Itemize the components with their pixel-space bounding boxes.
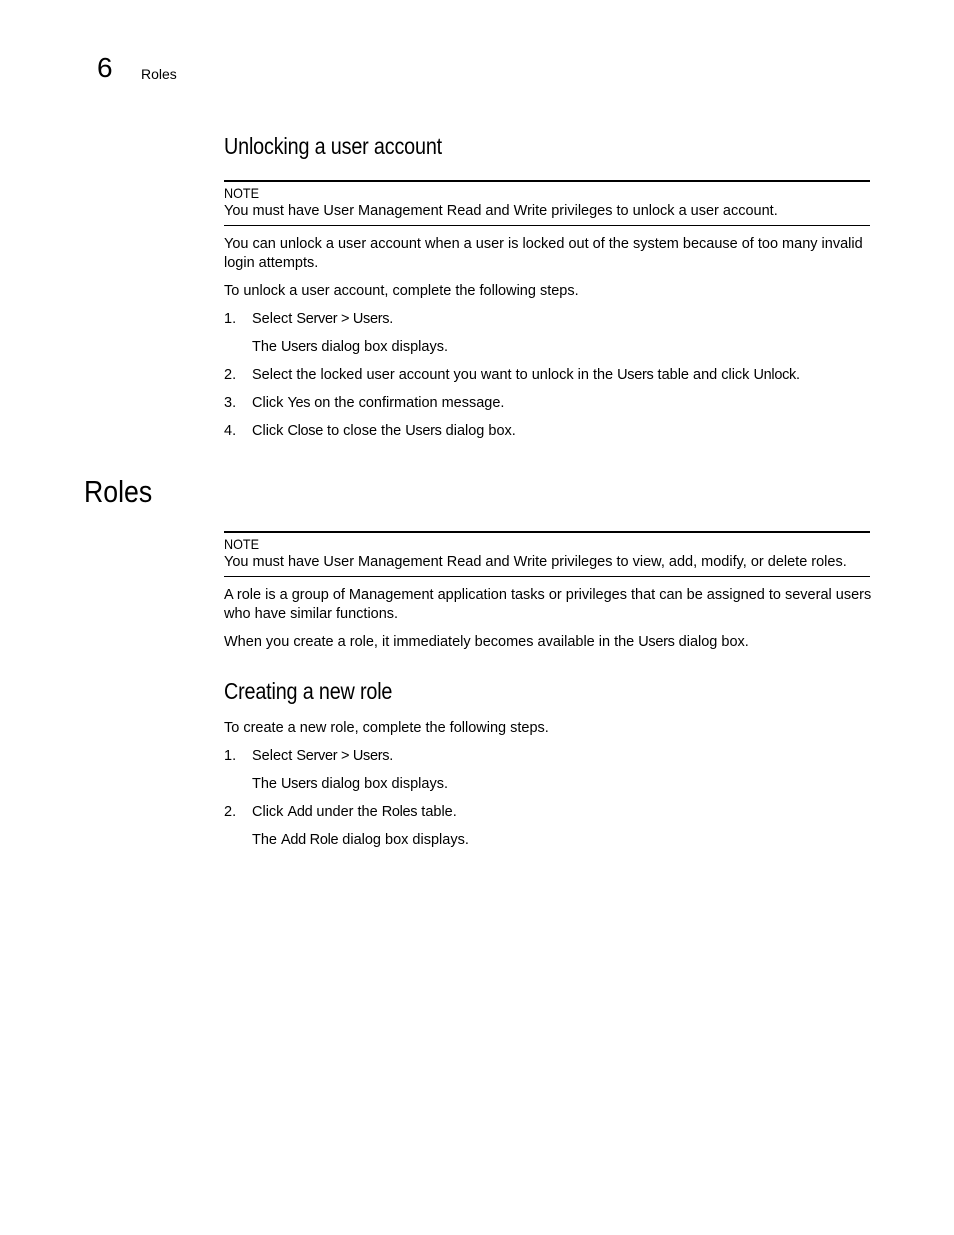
step-text: to close the [323,423,406,439]
step-text: dialog box displays. [317,339,448,355]
step-result-unlock-1 [252,338,448,357]
heading-unlocking-user-account: Unlocking a user account [224,133,442,159]
note-box-unlock [224,180,870,226]
paragraph-unlock-intro: You can unlock a user account when a user is locked out of the system because of too many invalid login attempts. [224,236,863,271]
step-number: 2. [224,804,237,820]
step-text: Click [252,804,288,820]
ui-button-name: Close [287,423,324,439]
step-text: Click [252,395,288,411]
paragraph-roles-intro: A role is a group of Management application tasks or privileges that can be assigned to several users who have similar functions. [224,587,872,622]
step-text: Select the locked user account you want to unlock in the [252,367,618,383]
step-result-create-2 [252,831,469,850]
note-text: You must have User Management Read and Write privileges to unlock a user account. [224,203,778,219]
step-text: Click [252,423,288,439]
step-text: . [389,748,394,764]
heading-roles: Roles [84,474,153,509]
step-text: on the confirmation message. [310,395,505,411]
ui-dialog-name: Users [281,339,318,355]
step-text: table. [417,804,457,820]
paragraph-text: When you create a role, it immediately becomes available in the [224,634,639,650]
ui-button-name: Add [287,804,313,820]
step-number: 1. [224,311,237,327]
ui-dialog-name: Users [405,423,442,439]
paragraph-roles-availability [224,633,872,652]
paragraph-create-steps-intro: To create a new role, complete the following steps. [224,720,549,736]
ui-menu-path: Server > Users [296,311,390,327]
step-text: . [389,311,394,327]
ui-dialog-name: Users [281,776,318,792]
ui-button-name: Yes [287,395,311,411]
ui-table-name: Roles [381,804,418,820]
step-number: 2. [224,367,237,383]
chapter-number: 6 [97,52,113,83]
running-header-title: Roles [141,66,177,82]
step-text: Select [252,311,297,327]
step-number: 1. [224,748,237,764]
step-text: under the [312,804,382,820]
step-result-create-1 [252,775,448,794]
step-number: 4. [224,423,237,439]
ui-dialog-name: Users [638,634,675,650]
ui-table-name: Users [617,367,654,383]
step-text: dialog box displays. [338,832,469,848]
paragraph-unlock-steps-intro: To unlock a user account, complete the following steps. [224,283,579,299]
heading-creating-new-role: Creating a new role [224,678,393,704]
step-text: The [252,832,282,848]
step-text: table and click [653,367,754,383]
note-label: NOTE [224,185,260,201]
paragraph-text: dialog box. [674,634,749,650]
step-text: The [252,339,282,355]
ui-dialog-name: Add Role [281,832,339,848]
note-label: NOTE [224,536,260,552]
step-number: 3. [224,395,237,411]
step-text: Select [252,748,297,764]
ui-button-name: Unlock [753,367,796,383]
step-text: The [252,776,282,792]
note-box-roles [224,531,870,577]
step-text: dialog box. [441,423,516,439]
step-text: . [796,367,801,383]
ui-menu-path: Server > Users [296,748,390,764]
step-text: dialog box displays. [317,776,448,792]
note-text: You must have User Management Read and Write privileges to view, add, modify, or delete roles. [224,554,847,570]
